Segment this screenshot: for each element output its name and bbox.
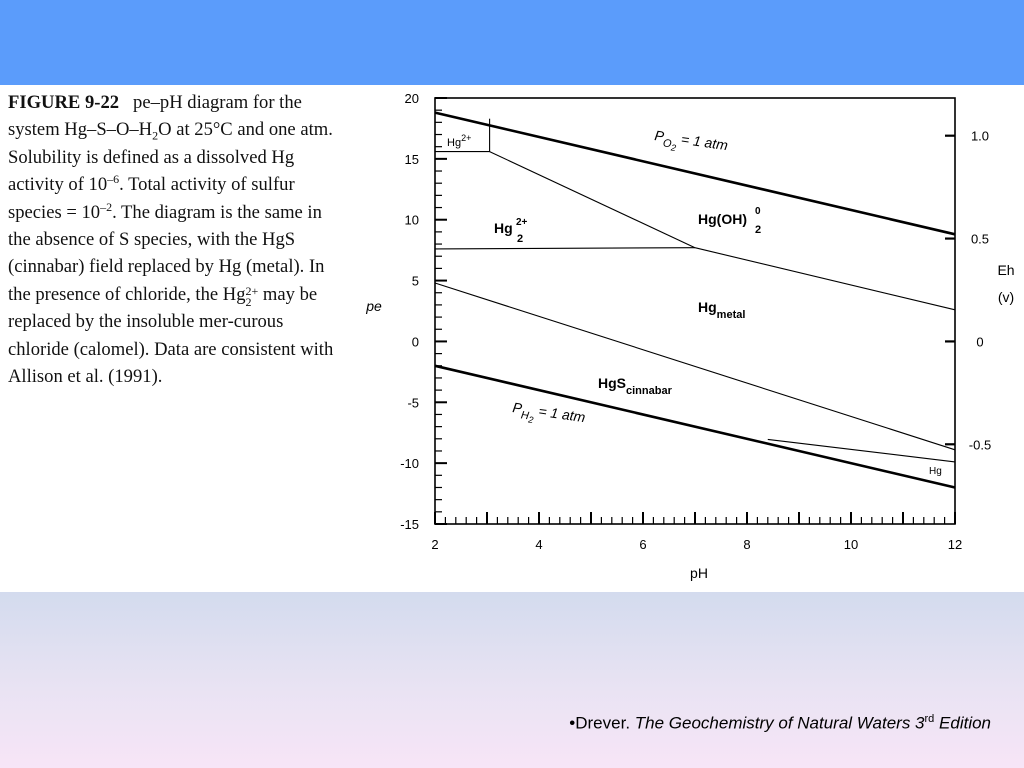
- pe-tick-label: 15: [404, 151, 419, 167]
- hg-small-field-label: Hg: [929, 466, 942, 477]
- hgs-sub: cinnabar: [626, 385, 672, 397]
- caption-text-3: . Total activity of sulfur species = 10: [8, 174, 295, 223]
- series-line: [435, 113, 955, 235]
- po2-label: [653, 127, 730, 160]
- credit-suffix: Edition: [934, 713, 991, 733]
- ph-tick-label: 2: [431, 537, 439, 552]
- hgoh2-field-label: Hg(OH): [698, 211, 747, 227]
- caption-sub-1: 2: [152, 129, 159, 144]
- ph2-label-subsub: 2: [527, 414, 535, 426]
- hg22-field-label: Hg: [494, 220, 513, 236]
- slide-footer-band: [0, 592, 1024, 768]
- series-layer: [435, 113, 955, 488]
- y-axis-label: pe: [366, 298, 382, 314]
- tick-label-layer: [400, 91, 991, 552]
- hg2plus-base: Hg: [447, 137, 462, 149]
- eh-tick-label: 1.0: [970, 128, 990, 144]
- pe-tick-label: 0: [411, 334, 419, 350]
- hg2plus-sup: 2+: [461, 133, 472, 143]
- pe-tick-label: 10: [404, 212, 419, 228]
- ph-tick-label: 4: [535, 537, 543, 552]
- series-line: [435, 248, 695, 249]
- tick-layer: [435, 98, 955, 524]
- credit-title: The Geochemistry of Natural Waters 3: [634, 713, 925, 733]
- hgoh2-field-sub: 2: [755, 224, 762, 236]
- series-line: [435, 283, 955, 450]
- series-line: [435, 366, 955, 488]
- caption-text-1: pe–pH diagram for the system Hg–S–O–H: [8, 92, 302, 141]
- eh-tick-label: -0.5: [968, 437, 992, 453]
- hgs-field-label: [598, 375, 673, 397]
- hg-metal-field-label: [698, 299, 745, 321]
- caption-text-2: O at 25°C and one atm. Solubility is defined as a dissolved Hg activity of 10: [8, 119, 333, 196]
- caption-sup-2: –2: [100, 199, 113, 214]
- slide-title-band: [0, 0, 1024, 85]
- caption-text-5: may be replaced by the insoluble mer-curous chloride (calomel). Data are consistent with Allison et al. (1991).: [8, 283, 334, 388]
- pe-ph-diagram: [355, 85, 1024, 592]
- ph2-label: [511, 399, 587, 432]
- pe-tick-label: 20: [404, 91, 419, 106]
- ph-tick-label: 10: [843, 537, 859, 552]
- hg22-field-sub: 2: [517, 233, 524, 245]
- ph-tick-label: 8: [743, 537, 751, 552]
- caption-text-4: . The diagram is the same in the absence of S species, with the HgS (cinnabar) field replaced by Hg (metal). In the presence of chloride, the Hg: [8, 201, 325, 305]
- po2-label-sub: O: [662, 137, 673, 151]
- caption-stack-sub: 2: [245, 294, 252, 309]
- figure-label: FIGURE 9-22: [8, 92, 120, 113]
- hgoh2-field-sup: 0: [755, 206, 761, 217]
- caption-stack-sup: 2+: [245, 283, 259, 298]
- eh-tick-label: 0.5: [970, 231, 990, 247]
- ph2-label-base: P: [511, 399, 524, 417]
- series-line: [695, 248, 955, 310]
- credit-sup: rd: [924, 713, 935, 725]
- credit-prefix: •Drever.: [569, 713, 635, 733]
- hg22-field-sup: 2+: [516, 217, 528, 228]
- caption-sup-1: –6: [107, 172, 120, 187]
- eh-axis-unit: (v): [997, 289, 1015, 305]
- ph-tick-label: 6: [639, 537, 647, 552]
- pe-tick-label: -10: [400, 456, 419, 472]
- figure-caption: [8, 89, 338, 390]
- eh-axis-label: Eh: [997, 262, 1015, 278]
- hg2plus-label: [447, 133, 471, 149]
- po2-label-subsub: 2: [670, 142, 677, 154]
- hg-metal-base: Hg: [698, 299, 717, 315]
- hgs-base: HgS: [598, 375, 626, 391]
- plot-frame-layer: [435, 98, 955, 524]
- source-credit: [569, 713, 991, 734]
- ph-tick-label: 12: [947, 537, 963, 552]
- x-axis-label: pH: [690, 565, 708, 581]
- pe-tick-label: -15: [400, 517, 419, 532]
- po2-label-rest: = 1 atm: [676, 130, 729, 154]
- eh-tick-label: 0: [976, 334, 984, 350]
- caption-hg22-stack: [245, 283, 259, 309]
- hg-metal-sub: metal: [716, 309, 746, 321]
- plot-frame: [435, 98, 955, 524]
- pe-tick-label: 5: [411, 273, 419, 289]
- ph2-label-sub: H: [520, 409, 530, 423]
- po2-label-base: P: [653, 127, 666, 145]
- pe-tick-label: -5: [407, 395, 419, 411]
- ph2-label-rest: = 1 atm: [533, 402, 587, 426]
